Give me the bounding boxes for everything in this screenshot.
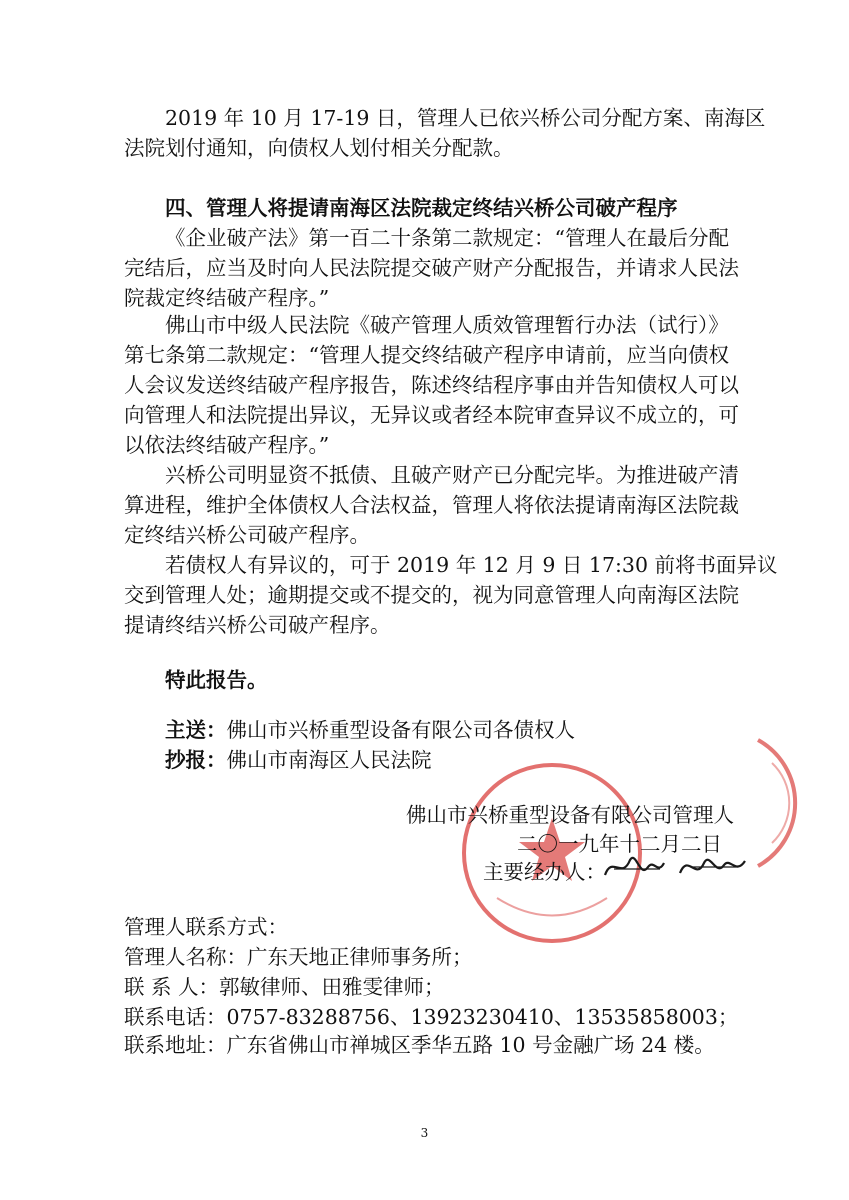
paragraph-line: 算进程，维护全体债权人合法权益，管理人将依法提请南海区法院裁 <box>124 493 739 517</box>
page-number: 3 <box>420 1126 429 1140</box>
signature-org: 佛山市兴桥重型设备有限公司管理人 <box>406 803 734 827</box>
paragraph-line: 院裁定终结破产程序。” <box>124 286 330 310</box>
paragraph-line: 佛山市中级人民法院《破产管理人质效管理暂行办法（试行）》 <box>165 313 729 337</box>
paragraph-line: 《企业破产法》第一百二十条第二款规定：“管理人在最后分配 <box>165 226 729 250</box>
contact-phone: 联系电话：0757-83288756、13923230410、13535858003； <box>124 1005 739 1029</box>
paragraph-line: 若债权人有异议的，可于 2019 年 12 月 9 日 17:30 前将书面异议 <box>165 553 778 577</box>
section-heading: 四、管理人将提请南海区法院裁定终结兴桥公司破产程序 <box>165 196 678 220</box>
paragraph-line: 向管理人和法院提出异议，无异议或者经本院审查异议不成立的，可 <box>124 403 739 427</box>
paragraph-line: 第七条第二款规定：“管理人提交终结破产程序申请前，应当向债权 <box>124 343 729 367</box>
recipient-main-value: 佛山市兴桥重型设备有限公司各债权人 <box>226 718 575 742</box>
partial-seal-icon <box>738 728 848 878</box>
paragraph-line: 兴桥公司明显资不抵债、且破产财产已分配完毕。为推进破产清 <box>165 463 739 487</box>
paragraph-line: 以依法终结破产程序。” <box>124 433 330 457</box>
recipient-main-label: 主送： <box>165 718 227 742</box>
signature-date: 二〇一九年十二月二日 <box>517 832 722 856</box>
recipient-cc <box>165 746 432 774</box>
recipient-cc-label: 抄报： <box>165 748 227 772</box>
paragraph-line: 法院划付通知，向债权人划付相关分配款。 <box>124 136 514 160</box>
paragraph-line: 交到管理人处；逾期提交或不提交的，视为同意管理人向南海区法院 <box>124 583 739 607</box>
handwritten-signature-icon <box>600 845 750 890</box>
paragraph-line: 完结后，应当及时向人民法院提交破产财产分配报告，并请求人民法 <box>124 256 739 280</box>
contact-person: 联 系 人：郭敏律师、田雅雯律师； <box>124 975 445 999</box>
contact-address: 联系地址：广东省佛山市禅城区季华五路 10 号金融广场 24 楼。 <box>124 1033 715 1057</box>
paragraph-line: 定终结兴桥公司破产程序。 <box>124 523 370 547</box>
paragraph-line: 人会议发送终结破产程序报告，陈述终结程序事由并告知债权人可以 <box>124 373 739 397</box>
recipient-cc-value: 佛山市南海区人民法院 <box>226 748 432 772</box>
recipient-main <box>165 716 575 744</box>
signature-handler-label: 主要经办人： <box>483 860 606 884</box>
contact-title: 管理人联系方式： <box>124 915 288 939</box>
paragraph-line: 2019 年 10 月 17-19 日，管理人已依兴桥公司分配方案、南海区 <box>165 106 766 130</box>
contact-name: 管理人名称：广东天地正律师事务所； <box>124 945 473 969</box>
paragraph-line: 提请终结兴桥公司破产程序。 <box>124 613 391 637</box>
closing-text: 特此报告。 <box>165 668 268 692</box>
